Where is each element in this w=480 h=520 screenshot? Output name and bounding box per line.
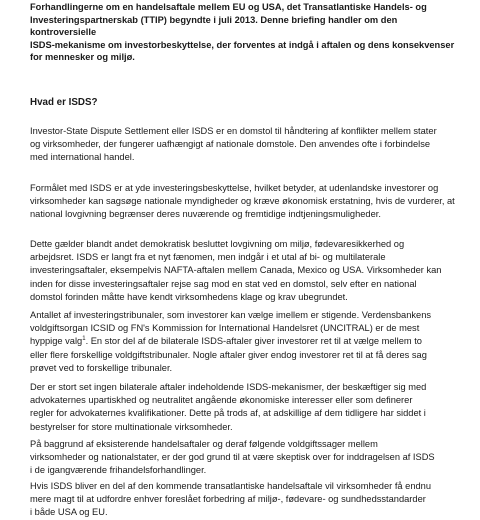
paragraph-line: voldgiftsorgan ICSID og FN's Kommission for International Handelsret (UNCITRAL) er de mest	[30, 323, 420, 334]
paragraph-line: med international handel.	[30, 152, 135, 163]
paragraph-line: advokaternes upartiskhed og neutralitet angående økonomiske interesser eller som definerer	[30, 395, 413, 406]
paragraph-tribunals	[30, 309, 460, 375]
paragraph-line	[30, 336, 422, 346]
footnote-marker[interactable]: 1	[82, 336, 86, 343]
paragraph-line: arbejdsret. ISDS er langt fra et nyt fænomen, men indgår i et utal af bi- og multilaterale	[30, 252, 386, 263]
paragraph-line: Investor-State Dispute Settlement eller ISDS er en domstol til håndtering af konflikter mellem stater	[30, 126, 437, 136]
intro-line: for mennesker og miljø.	[30, 52, 135, 63]
paragraph-line: virksomheder og nationalstater, er der god grund til at være skeptisk over for inddragelsen af ISDS	[30, 452, 435, 463]
paragraph-arbitrators	[30, 381, 460, 434]
paragraph-line: eller flere forskellige voldgiftstribunaler. Nogle aftaler giver endog investorer ret til at få deres sag	[30, 349, 427, 360]
paragraph-line: inden for disse investeringsaftaler rejse sag mod en stat ved en domstol, selv efter en national	[30, 278, 417, 289]
paragraph-line-text: hyppige valg	[30, 336, 83, 347]
intro-line: Forhandlingerne om en handelsaftale mellem EU og USA, det Transatlantiske Handels- og	[30, 2, 427, 12]
paragraph-democratic-legislation	[30, 238, 460, 304]
paragraph-line: national lovgivning begrænser deres nuværende og fremtidige indtjeningsmuligheder.	[30, 209, 381, 220]
paragraph-consequences	[30, 480, 460, 520]
paragraph-line: mere magt til at udfordre enhver foreslået forbedring af miljø-, fødevare- og sundhedsstandarder	[30, 494, 426, 505]
paragraph-line: Dette gælder blandt andet demokratisk besluttet lovgivning om miljø, fødevaresikkerhed og	[30, 239, 405, 249]
intro-line: ISDS-mekanisme om investorbeskyttelse, der forventes at indgå i aftalen og dens konsekvenser	[30, 39, 455, 50]
paragraph-skepticism	[30, 438, 460, 478]
paragraph-line: i de igangværende frihandelsforhandlinger.	[30, 465, 207, 476]
paragraph-line: domstol forinden måtte have kendt virksomhedens klage og krav ubegrundet.	[30, 291, 348, 302]
paragraph-line: regler for advokaternes kvalifikationer. Dette på trods af, at adskillige af dem tidligere har siddet i	[30, 408, 426, 419]
paragraph-line: og virksomheder, der fungerer uafhængigt af nationale domstole. Den anvendes ofte i forbindelse	[30, 139, 431, 150]
paragraph-line: investeringsaftaler, eksempelvis NAFTA-aftalen mellem Canada, Mexico og USA. Virksomheder kan	[30, 265, 442, 276]
intro-paragraph	[30, 1, 460, 64]
paragraph-line: Der er stort set ingen bilaterale aftaler indeholdende ISDS-mekanismer, der beskæftiger sig med	[30, 382, 427, 392]
paragraph-line: i både USA og EU.	[30, 507, 108, 518]
paragraph-isds-purpose	[30, 182, 460, 222]
paragraph-line: Hvis ISDS bliver en del af den kommende transatlantiske handelsaftale vil virksomheder få endnu	[30, 481, 432, 491]
paragraph-line: Antallet af investeringstribunaler, som investorer kan vælge imellem er stigende. Verdensbankens	[30, 310, 432, 320]
paragraph-line: bestyrelser for store multinationale virksomheder.	[30, 421, 233, 432]
paragraph-line: Formålet med ISDS er at yde investeringsbeskyttelse, hvilket betyder, at udenlandske investorer og	[30, 183, 439, 193]
section-heading: Hvad er ISDS?	[30, 97, 98, 108]
paragraph-isds-definition	[30, 125, 460, 165]
paragraph-line: prøvet ved to forskellige tribunaler.	[30, 362, 173, 373]
paragraph-line-text: . En stor del af de bilaterale ISDS-aftaler giver investorer ret til at vælge mellem to	[85, 336, 422, 347]
paragraph-line: På baggrund af eksisterende handelsaftaler og deraf følgende voldgiftssager mellem	[30, 439, 378, 449]
intro-line: Investeringspartnerskab (TTIP) begyndte i juli 2013. Denne briefing handler om den kontroversielle	[30, 14, 398, 38]
paragraph-line: virksomheder kan sagsøge nationale myndigheder og kræve økonomisk erstatning, hvis de vurderer, at	[30, 196, 455, 207]
